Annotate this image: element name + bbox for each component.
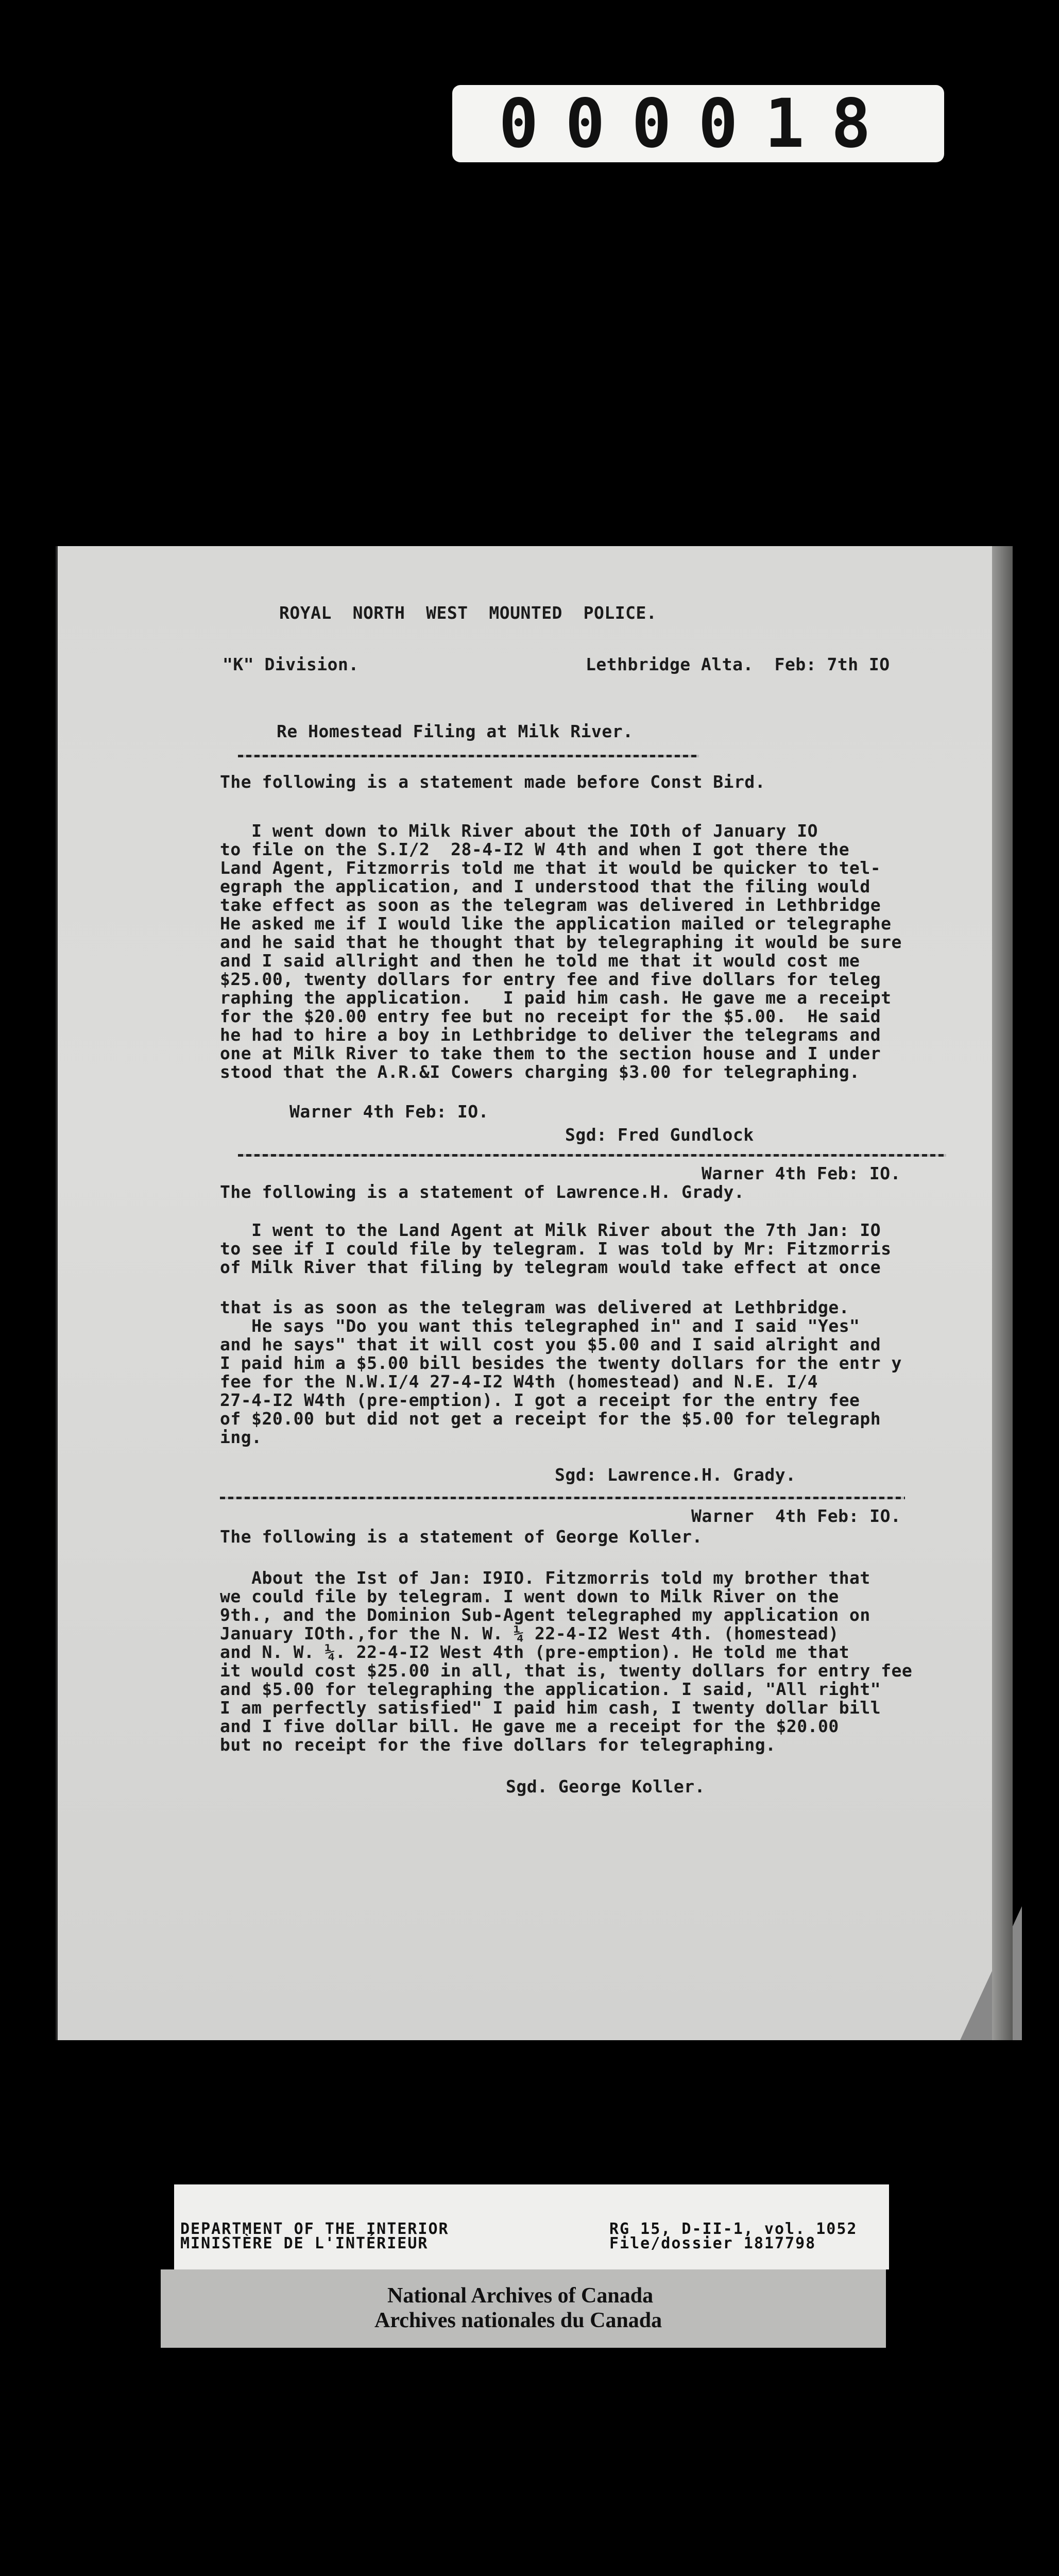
place-date: Lethbridge Alta. Feb: 7th IO — [586, 654, 890, 674]
record-group-reference: RG 15, D-II-1, vol. 1052 — [609, 2220, 858, 2238]
department-english: DEPARTMENT OF THE INTERIOR — [180, 2220, 449, 2238]
text-line: he had to hire a boy in Lethbridge to deliver the telegrams and — [220, 1025, 881, 1045]
text-line: of $20.00 but did not get a receipt for the $5.00 for telegraph — [220, 1409, 881, 1429]
division-label: "K" Division. — [223, 654, 359, 674]
text-line: I paid him a $5.00 bill besides the twenty dollars for the entr y — [220, 1353, 902, 1373]
text-line: January IOth.,for the N. W. ¼ 22-4-I2 West 4th. (homestead) — [220, 1623, 839, 1643]
text-line: that is as soon as the telegram was delivered at Lethbridge. — [220, 1297, 850, 1317]
statement-intro-2: The following is a statement of Lawrence.H. Grady. — [220, 1182, 745, 1202]
text-line: take effect as soon as the telegram was delivered in Lethbridge — [220, 895, 881, 915]
text-line: stood that the A.R.&I Cowers charging $3.00 for telegraphing. — [220, 1062, 860, 1082]
text-line: Land Agent, Fitzmorris told me that it would be quicker to tel- — [220, 858, 881, 878]
text-line: 9th., and the Dominion Sub-Agent telegraphed my application on — [220, 1605, 870, 1625]
text-line: fee for the N.W.I/4 27-4-I2 W4th (homestead) and N.E. I/4 — [220, 1371, 818, 1392]
text-line: and he said that he thought that by telegraphing it would be sure — [220, 932, 902, 952]
text-line: and $5.00 for telegraphing the application. I said, "All right" — [220, 1679, 881, 1699]
text-line: but no receipt for the five dollars for telegraphing. — [220, 1735, 776, 1755]
text-line: to file on the S.I/2 28-4-I2 W 4th and when I got there the — [220, 839, 850, 859]
archive-reference-label — [174, 2184, 889, 2269]
frame-number-label — [452, 85, 944, 162]
text-line: and he says" that it will cost you $5.00 and I said alright and — [220, 1334, 881, 1354]
text-line: it would cost $25.00 in all, that is, twenty dollars for entry fee — [220, 1660, 913, 1681]
department-french: MINISTÈRE DE L'INTÉRIEUR — [180, 2234, 429, 2252]
dateline-2: Warner 4th Feb: IO. — [702, 1163, 901, 1183]
frame-number: 000018 — [499, 84, 898, 163]
text-line: 27-4-I2 W4th (pre-emption). I got a receipt for the entry fee — [220, 1390, 860, 1410]
text-line: I went down to Milk River about the IOth of January IO — [220, 821, 818, 841]
statement-intro-1: The following is a statement made before Const Bird. — [220, 772, 766, 792]
document-page — [56, 546, 1006, 2040]
text-line: About the Ist of Jan: I9IO. Fitzmorris told my brother that — [220, 1568, 870, 1588]
text-line: I went to the Land Agent at Milk River about the 7th Jan: IO — [220, 1220, 881, 1240]
archives-name-english: National Archives of Canada — [387, 2284, 654, 2308]
text-line: and I said allright and then he told me that it would cost me — [220, 951, 860, 971]
text-line: and N. W. ¼. 22-4-I2 West 4th (pre-emption). He told me that — [220, 1642, 850, 1662]
text-line: of Milk River that filing by telegram would take effect at once — [220, 1257, 881, 1277]
text-line: He says "Do you want this telegraphed in" and I said "Yes" — [220, 1316, 860, 1336]
file-reference: File/dossier 1817798 — [609, 2234, 816, 2252]
text-line: $25.00, twenty dollars for entry fee and five dollars for teleg — [220, 969, 881, 989]
dateline-1: Warner 4th Feb: IO. — [289, 1101, 489, 1122]
document-heading: ROYAL NORTH WEST MOUNTED POLICE. — [279, 603, 657, 623]
archives-name-french: Archives nationales du Canada — [374, 2309, 662, 2332]
underline-separator — [238, 755, 699, 757]
text-line: He asked me if I would like the application mailed or telegraphe — [220, 913, 892, 934]
text-line: for the $20.00 entry fee but no receipt for the $5.00. He said — [220, 1006, 881, 1026]
statement-intro-3: The following is a statement of George Koller. — [220, 1527, 703, 1547]
text-line: one at Milk River to take them to the section house and I under — [220, 1043, 881, 1063]
text-line: and I five dollar bill. He gave me a receipt for the $20.00 — [220, 1716, 839, 1736]
separator-line — [220, 1497, 905, 1499]
subject-line: Re Homestead Filing at Milk River. — [277, 721, 634, 741]
text-line: egraph the application, and I understood that the filing would — [220, 876, 870, 896]
text-line: we could file by telegram. I went down to Milk River on the — [220, 1586, 839, 1606]
signature-1: Sgd: Fred Gundlock — [565, 1125, 754, 1145]
text-line: to see if I could file by telegram. I was told by Mr: Fitzmorris — [220, 1239, 892, 1259]
text-line: I am perfectly satisfied" I paid him cash, I twenty dollar bill — [220, 1698, 881, 1718]
archives-stamp — [161, 2269, 886, 2348]
separator-line — [238, 1154, 946, 1157]
signature-3: Sgd. George Koller. — [506, 1776, 705, 1797]
page-curl — [960, 1906, 1022, 2040]
text-line: ing. — [220, 1427, 262, 1447]
signature-2: Sgd: Lawrence.H. Grady. — [555, 1465, 796, 1485]
text-line: raphing the application. I paid him cash. He gave me a receipt — [220, 988, 892, 1008]
dateline-3: Warner 4th Feb: IO. — [691, 1506, 901, 1526]
